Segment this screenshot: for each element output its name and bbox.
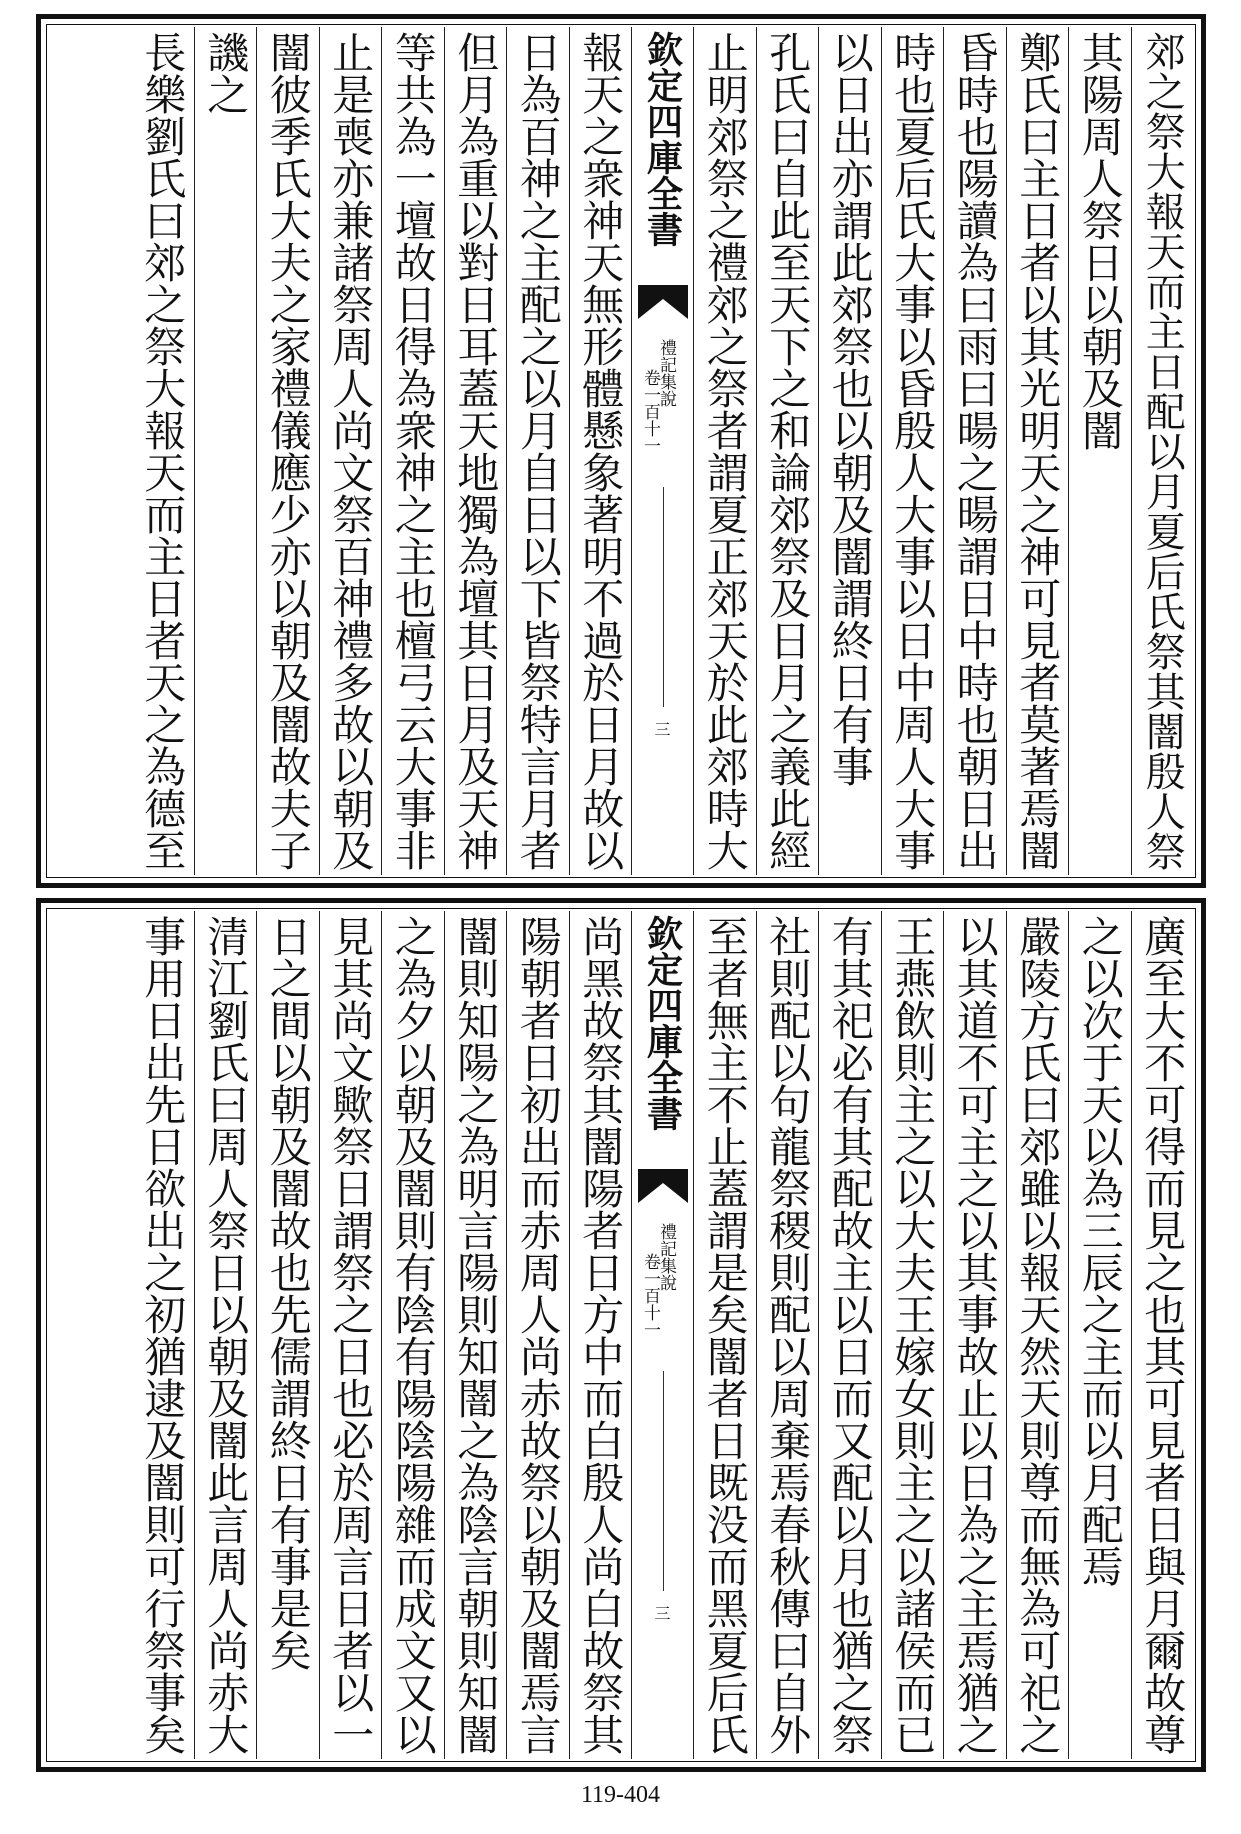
column-text: 日之間以朝及闇故也先儒謂終日有事是矣 [263, 915, 313, 1671]
column-text: 闇則知陽之為明言陽則知闇之為陰言朝則知闇 [451, 915, 501, 1755]
bottom-page-columns [49, 911, 1193, 1759]
column-text: 闇彼季氏大夫之家禮儀應少亦以朝及闇故夫子 [263, 31, 313, 871]
column-text: 王燕飲則主之以大夫王嫁女則主之以諸侯而已 [888, 915, 938, 1755]
library-title: 欽定四庫全書 [641, 915, 684, 1131]
bottom-page [36, 898, 1206, 1772]
column-text: 有其祀必有其配故主以日而又配以月也猶之祭 [825, 915, 875, 1755]
column-text: 以日出亦謂此郊祭也以朝及闇謂終日有事 [825, 31, 875, 787]
column-text: 至者無主不止蓋謂是矣闇者日既没而黑夏后氏 [700, 915, 750, 1755]
text-column [194, 911, 257, 1759]
volume-label: 卷一百十一 [640, 369, 660, 454]
text-column [881, 911, 944, 1759]
column-text: 止明郊祭之禮郊之祭者謂夏正郊天於此郊時大 [700, 31, 750, 871]
text-column [569, 911, 632, 1759]
text-column [256, 911, 319, 1759]
text-column [381, 27, 444, 875]
text-column [756, 27, 819, 875]
column-text: 社則配以句龍祭稷則配以周棄焉春秋傳曰自外 [763, 915, 813, 1755]
text-column [319, 911, 382, 1759]
text-column [506, 27, 569, 875]
column-text: 報天之衆神天無形體懸象著明不過於日月故以 [576, 31, 626, 871]
text-column [131, 27, 194, 875]
text-column [256, 27, 319, 875]
column-text: 譏之 [201, 31, 251, 115]
text-column [381, 911, 444, 1759]
text-column [506, 911, 569, 1759]
text-column [756, 911, 819, 1759]
column-text: 止是喪亦兼諸祭周人尚文祭百神禮多故以朝及 [326, 31, 376, 871]
center-fold [631, 27, 693, 875]
text-column [194, 27, 257, 875]
column-text: 等共為一壇故日得為衆神之主也檀弓云大事非 [388, 31, 438, 871]
text-column [943, 911, 1006, 1759]
fish-tail-mark-icon [638, 1169, 688, 1203]
column-text: 鄭氏曰主日者以其光明天之神可見者莫著焉闇 [1013, 31, 1063, 871]
top-page [36, 14, 1206, 888]
leaf-number: 三 [654, 1604, 671, 1623]
volume-label: 卷一百十一 [640, 1253, 660, 1338]
text-column [1068, 911, 1131, 1759]
column-text: 事用日出先日欲出之初猶逮及闇則可行祭事矣 [138, 915, 188, 1755]
column-text: 但月為重以對日耳蓋天地獨為壇其日月及天神 [451, 31, 501, 871]
column-text: 尚黑故祭其闇陽者日方中而白殷人尚白故祭其 [576, 915, 626, 1755]
column-text: 之以次于天以為三辰之主而以月配焉 [1075, 915, 1125, 1587]
text-column [818, 27, 881, 875]
column-text: 孔氏曰自此至天下之和論郊祭及日月之義此經 [763, 31, 813, 871]
center-line [663, 1371, 664, 1591]
column-text: 見其尚文歟祭日謂祭之日也必於周言日者以一 [326, 915, 376, 1755]
page-number: 119-404 [580, 1782, 661, 1808]
column-text: 清江劉氏曰周人祭日以朝及闇此言周人尚赤大 [201, 915, 251, 1755]
text-column [693, 911, 756, 1759]
column-text: 其陽周人祭日以朝及闇 [1075, 31, 1125, 451]
text-column [818, 911, 881, 1759]
text-column [1006, 27, 1069, 875]
book-title: 禮記集說 [656, 1223, 676, 1291]
center-line [663, 487, 664, 707]
top-page-columns [49, 27, 1193, 875]
text-column [569, 27, 632, 875]
leaf-number: 三 [654, 720, 671, 739]
column-text: 之為夕以朝及闇則有陰有陽陰陽雜而成文又以 [388, 915, 438, 1755]
text-column [693, 27, 756, 875]
column-text: 昏時也陽讀為曰雨曰暘之暘謂日中時也朝日出 [950, 31, 1000, 871]
text-column [131, 911, 194, 1759]
column-text: 郊之祭大報天而主日配以月夏后氏祭其闇殷人祭 [1139, 31, 1186, 871]
text-column [444, 27, 507, 875]
column-text: 長樂劉氏曰郊之祭大報天而主日者天之為德至 [138, 31, 188, 871]
text-column [1131, 27, 1194, 875]
text-column [444, 911, 507, 1759]
column-text: 日為百神之主配之以月自日以下皆祭特言月者 [513, 31, 563, 871]
fish-tail-mark-icon [638, 285, 688, 319]
column-text: 陽朝者日初出而赤周人尚赤故祭以朝及闇焉言 [513, 915, 563, 1755]
text-column [319, 27, 382, 875]
column-text: 時也夏后氏大事以昏殷人大事以日中周人大事 [888, 31, 938, 871]
book-title: 禮記集說 [656, 339, 676, 407]
column-text: 嚴陵方氏曰郊雖以報天然天則尊而無為可祀之 [1013, 915, 1063, 1755]
text-column [1068, 27, 1131, 875]
center-fold [631, 911, 693, 1759]
library-title: 欽定四庫全書 [641, 31, 684, 247]
column-text: 以其道不可主之以其事故止以日為之主焉猶之 [950, 915, 1000, 1755]
text-column [943, 27, 1006, 875]
column-text: 廣至大不可得而見之也其可見者日與月爾故尊 [1138, 915, 1188, 1755]
text-column [881, 27, 944, 875]
text-column [1131, 911, 1194, 1759]
text-column [1006, 911, 1069, 1759]
